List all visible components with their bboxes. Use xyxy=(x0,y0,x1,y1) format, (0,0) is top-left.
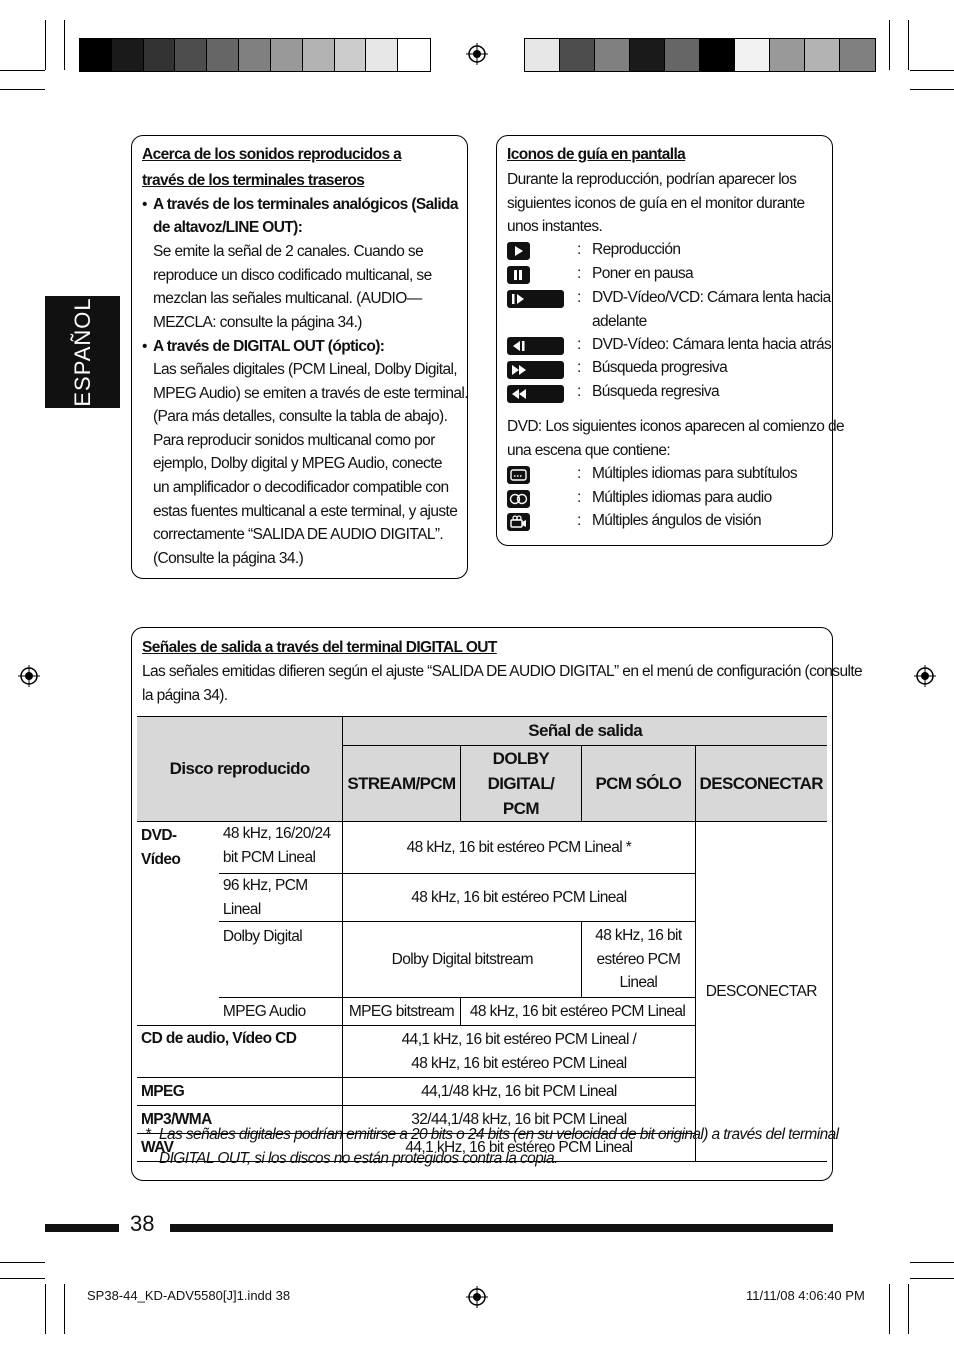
output-cell: 44,1 kHz, 16 bit estéreo PCM Lineal xyxy=(343,1134,695,1162)
legend-colon: : xyxy=(577,512,581,529)
subtitle-icon xyxy=(507,466,530,484)
body-line: DVD: Los siguientes iconos aparecen al comienzo de xyxy=(507,418,845,435)
color-swatch xyxy=(525,39,560,71)
item-title: de altavoz/LINE OUT): xyxy=(153,219,303,236)
section-title: Acerca de los sonidos reproducidos a xyxy=(142,146,402,163)
footnote: DIGITAL OUT, si los discos no están protegidos contra la copia. xyxy=(159,1150,558,1167)
legend-colon: : xyxy=(577,241,581,258)
crop-mark xyxy=(908,1284,909,1334)
body-line: unos instantes. xyxy=(507,218,603,236)
crop-mark xyxy=(0,70,45,71)
output-cell: 48 kHz, 16 bit estéreo PCM Lineal * xyxy=(343,822,695,874)
language-tab: ESPAÑOL xyxy=(45,296,120,408)
section-title: Señales de salida a través del terminal DIGITAL OUT xyxy=(142,639,497,656)
output-cell: 48 kHz, 16 bit estéreo PCM Lineal xyxy=(460,998,695,1026)
color-swatch xyxy=(144,39,176,71)
output-cell: 48 kHz, 16 bit estéreo PCM Lineal xyxy=(343,874,695,922)
body-line: Durante la reproducción, podrían aparecer los xyxy=(507,171,797,188)
bullet: • xyxy=(142,338,147,355)
color-swatch xyxy=(366,39,398,71)
legend-label: Búsqueda progresiva xyxy=(592,359,728,376)
legend-label: DVD-Vídeo: Cámara lenta hacia atrás xyxy=(592,336,832,353)
disc-dvd-video: DVD-Vídeo xyxy=(137,822,219,1026)
color-swatch xyxy=(335,39,367,71)
output-cell: 44,1/48 kHz, 16 bit PCM Lineal xyxy=(343,1078,695,1106)
registration-mark-icon xyxy=(466,43,488,65)
color-swatch xyxy=(560,39,595,71)
body-line: Las señales digitales (PCM Lineal, Dolby Digital, xyxy=(153,361,458,378)
crop-mark xyxy=(910,89,954,90)
slug-date: 11/11/08 4:06:40 PM xyxy=(746,1288,865,1303)
page-number: 38 xyxy=(130,1211,155,1236)
legend-colon: : xyxy=(577,465,581,482)
camera-angle-icon xyxy=(507,513,530,531)
body-line: un amplificador o decodificador compatible con xyxy=(153,479,449,496)
digital-out-table xyxy=(137,716,827,1162)
color-bar-right xyxy=(524,38,876,72)
legend-colon: : xyxy=(577,359,581,376)
body-line: estas fuentes multicanal a este terminal, y ajuste xyxy=(153,502,458,520)
off-cell: DESCONECTAR xyxy=(695,822,827,1162)
legend-label: Múltiples idiomas para subtítulos xyxy=(592,465,798,482)
legend-label: Reproducción xyxy=(592,241,681,258)
legend-label: Múltiples ángulos de visión xyxy=(592,512,762,529)
output-cell: 44,1 kHz, 16 bit estéreo PCM Lineal / 48 kHz, 16 bit estéreo PCM Lineal xyxy=(343,1026,695,1078)
intro-text: la página 34). xyxy=(142,687,228,704)
legend-colon: : xyxy=(577,336,581,353)
header-disc: Disco reproducido xyxy=(137,717,343,822)
disc-cd: CD de audio, Vídeo CD xyxy=(137,1026,343,1078)
crop-mark xyxy=(889,20,890,70)
color-swatch xyxy=(303,39,335,71)
color-bar-left xyxy=(79,38,431,72)
crop-mark xyxy=(889,1284,890,1334)
header-off: DESCONECTAR xyxy=(695,746,827,822)
color-swatch xyxy=(271,39,303,71)
color-swatch xyxy=(175,39,207,71)
fast-forward-icon xyxy=(507,361,564,379)
registration-mark-icon xyxy=(914,665,936,687)
body-line: MEZCLA: consulte la página 34.) xyxy=(153,313,362,331)
output-cell: Dolby Digital bitstream xyxy=(343,922,582,998)
body-line: MPEG Audio) se emiten a través de este terminal. xyxy=(153,384,468,402)
audio-language-icon xyxy=(507,490,530,508)
section-title: Iconos de guía en pantalla xyxy=(507,146,686,163)
legend-colon: : xyxy=(577,489,581,506)
format-cell: 96 kHz, PCM Lineal xyxy=(219,874,343,922)
bullet: • xyxy=(142,196,147,213)
header-pcm-only: PCM SÓLO xyxy=(582,746,695,822)
body-line: siguientes iconos de guía en el monitor durante xyxy=(507,194,805,212)
rewind-icon xyxy=(507,385,564,403)
color-swatch xyxy=(700,39,735,71)
legend-colon: : xyxy=(577,289,581,306)
body-line: (Para más detalles, consulte la tabla de abajo). xyxy=(153,408,448,426)
legend-label: adelante xyxy=(592,312,647,330)
body-line: reproduce un disco codificado multicanal, se xyxy=(153,266,432,284)
crop-mark xyxy=(45,1284,46,1334)
crop-mark xyxy=(910,70,954,71)
color-swatch xyxy=(805,39,840,71)
disc-mp3-wma: MP3/WMA xyxy=(137,1106,343,1134)
play-icon xyxy=(507,242,530,260)
legend-label: Múltiples idiomas para audio xyxy=(592,489,772,506)
color-swatch xyxy=(595,39,630,71)
format-cell: 48 kHz, 16/20/24 bit PCM Lineal xyxy=(219,822,343,874)
crop-mark xyxy=(45,20,46,70)
crop-mark xyxy=(64,1284,65,1334)
output-cell: 48 kHz, 16 bit estéreo PCM Lineal xyxy=(582,922,695,998)
body-line: Para reproducir sonidos multicanal como por xyxy=(153,431,435,449)
legend-colon: : xyxy=(577,265,581,282)
pause-icon xyxy=(507,266,530,284)
footnote-mark: * xyxy=(145,1126,151,1143)
color-swatch xyxy=(735,39,770,71)
item-title: A través de los terminales analógicos (Salida xyxy=(153,196,458,213)
format-cell: MPEG Audio xyxy=(219,998,343,1026)
output-cell: MPEG bitstream xyxy=(343,998,460,1026)
disc-mpeg: MPEG xyxy=(137,1078,343,1106)
color-swatch xyxy=(207,39,239,71)
color-swatch xyxy=(80,39,112,71)
color-swatch xyxy=(239,39,271,71)
page-rule-right xyxy=(170,1224,833,1232)
header-stream-pcm: STREAM/PCM xyxy=(343,746,460,822)
body-line: mezclan las señales multicanal. (AUDIO— xyxy=(153,290,422,308)
color-swatch xyxy=(665,39,700,71)
footnote: Las señales digitales podrían emitirse a 20 bits o 24 bits (en su velocidad de bit original) a través del terminal xyxy=(159,1126,839,1143)
output-cell: 32/44,1/48 kHz, 16 bit PCM Lineal xyxy=(343,1106,695,1134)
intro-text: Las señales emitidas difieren según el ajuste “SALIDA DE AUDIO DIGITAL” en el menú de configuración (consulte xyxy=(142,663,863,680)
legend-label: Poner en pausa xyxy=(592,265,694,282)
color-swatch xyxy=(398,39,430,71)
color-swatch xyxy=(630,39,665,71)
slow-reverse-icon xyxy=(507,337,564,355)
legend-colon: : xyxy=(577,383,581,400)
format-cell: Dolby Digital xyxy=(219,922,343,998)
body-line: Se emite la señal de 2 canales. Cuando se xyxy=(153,243,424,260)
registration-mark-icon xyxy=(18,665,40,687)
page-rule-left xyxy=(45,1224,119,1232)
body-line: ejemplo, Dolby digital y MPEG Audio, conecte xyxy=(153,455,442,473)
slug-file: SP38-44_KD-ADV5580[J]1.indd 38 xyxy=(87,1288,291,1303)
body-line: correctamente “SALIDA DE AUDIO DIGITAL”. xyxy=(153,526,444,544)
color-swatch xyxy=(770,39,805,71)
disc-wav: WAV xyxy=(137,1134,343,1162)
crop-mark xyxy=(908,20,909,70)
crop-mark xyxy=(910,1262,954,1263)
body-line: (Consulte la página 34.) xyxy=(153,549,304,567)
crop-mark xyxy=(910,1278,954,1279)
color-swatch xyxy=(840,39,875,71)
crop-mark xyxy=(64,20,65,70)
body-line: una escena que contiene: xyxy=(507,441,671,459)
crop-mark xyxy=(0,1262,45,1263)
header-dolby-pcm: DOLBY DIGITAL/ PCM xyxy=(460,746,582,822)
color-swatch xyxy=(112,39,144,71)
slow-forward-icon xyxy=(507,290,564,308)
crop-mark xyxy=(0,89,45,90)
section-title: través de los terminales traseros xyxy=(142,172,365,189)
registration-mark-icon xyxy=(466,1286,488,1308)
legend-label: Búsqueda regresiva xyxy=(592,383,720,400)
crop-mark xyxy=(0,1278,45,1279)
header-output: Señal de salida xyxy=(343,717,827,746)
item-title: A través de DIGITAL OUT (óptico): xyxy=(153,338,385,355)
legend-label: DVD-Vídeo/VCD: Cámara lenta hacia xyxy=(592,289,831,306)
